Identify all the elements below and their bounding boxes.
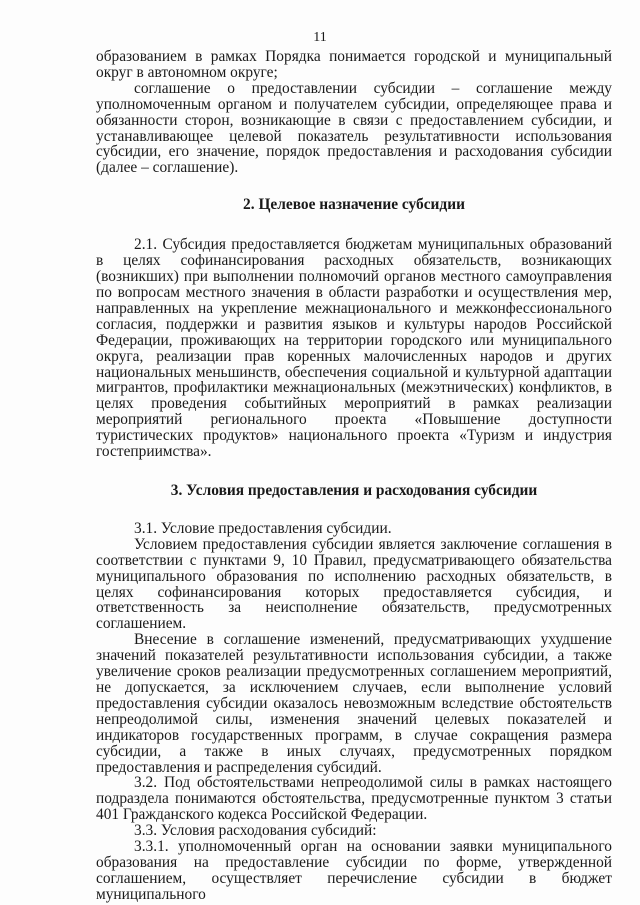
section-3-paragraph-1: 3.1. Условие предоставления субсидии. [134, 519, 392, 537]
section-3-paragraph-6: 3.3.1. уполномоченный орган на основании заявки муниципального образования на предоставление субсидии по форме, утвержденной соглашением, осуществляет перечисление субсидии в бюджет муниципального [96, 838, 612, 903]
section-2-paragraph-1: 2.1. Субсидия предоставляется бюджетам муниципальных образований в целях софинансирования расходных обязательств, возникающих (возникших) при выполнении полномочий органов местного самоуправления по вопросам местного значения в области разработки и осуществления мер, направленных на укрепление межнационального и межконфессионального согласия, поддержки и развития языков и культуры народов Российской Федерации, проживающих на территории городского или муниципального округа, реализации прав коренных малочисленных народов и других национальных меньшинств, обеспечения социальной и культурной адаптации мигрантов, профилактики межнациональных (межэтнических) конфликтов, в целях проведения событийных мероприятий в рамках реализации мероприятий регионального проекта «Повышение доступности туристических продуктов» национального проекта «Туризм и индустрия гостеприимства». [96, 236, 612, 461]
section-3-paragraph-4: 3.2. Под обстоятельствами непреодолимой силы в рамках настоящего подраздела понимаются обстоятельства, предусмотренные пунктом 3 статьи 401 Гражданского кодекса Российской Федерации. [96, 774, 612, 824]
document-body [96, 49, 612, 903]
section-2-heading: 2. Целевое назначение субсидии [243, 196, 465, 214]
section-3-paragraph-3: Внесение в соглашение изменений, предусматривающих ухудшение значений показателей результативности использования субсидии, а также увеличение сроков реализации предусмотренных соглашением мероприятий, не допускается, за исключением случаев, если выполнение условий предоставления субсидии оказалось невозможным вследствие обстоятельств непреодолимой силы, изменения значений целевых показателей и индикаторов государственных программ, в случае сокращения размера субсидии, а также в иных случаях, предусмотренных порядком предоставления и распределения субсидий. [96, 631, 612, 776]
section-3-heading: 3. Условия предоставления и расходования субсидии [170, 481, 538, 499]
page-number: 11 [313, 30, 327, 45]
section-3-paragraph-2: Условием предоставления субсидии является заключение соглашения в соответствии с пунктами 9, 10 Правил, предусматривающего обязательства муниципального образования по исполнению расходных обязательств, в целях софинансирования которых предоставляется субсидия, и ответственность за неисполнение обязательств, предусмотренных соглашением. [96, 535, 612, 633]
intro-paragraph-2: соглашение о предоставлении субсидии – соглашение между уполномоченным органом и получателем субсидии, определяющее права и обязанности сторон, возникающие в связи с предоставлением субсидии, и устанавливающее целевой показатель результативности использования субсидии, его значение, порядок предоставления и расходования субсидии (далее – соглашение). [96, 79, 612, 177]
intro-paragraph-1: образованием в рамках Порядка понимается городской и муниципальный округ в автономном округе; [96, 48, 612, 81]
section-3-paragraph-5: 3.3. Условия расходования субсидий: [134, 822, 377, 840]
